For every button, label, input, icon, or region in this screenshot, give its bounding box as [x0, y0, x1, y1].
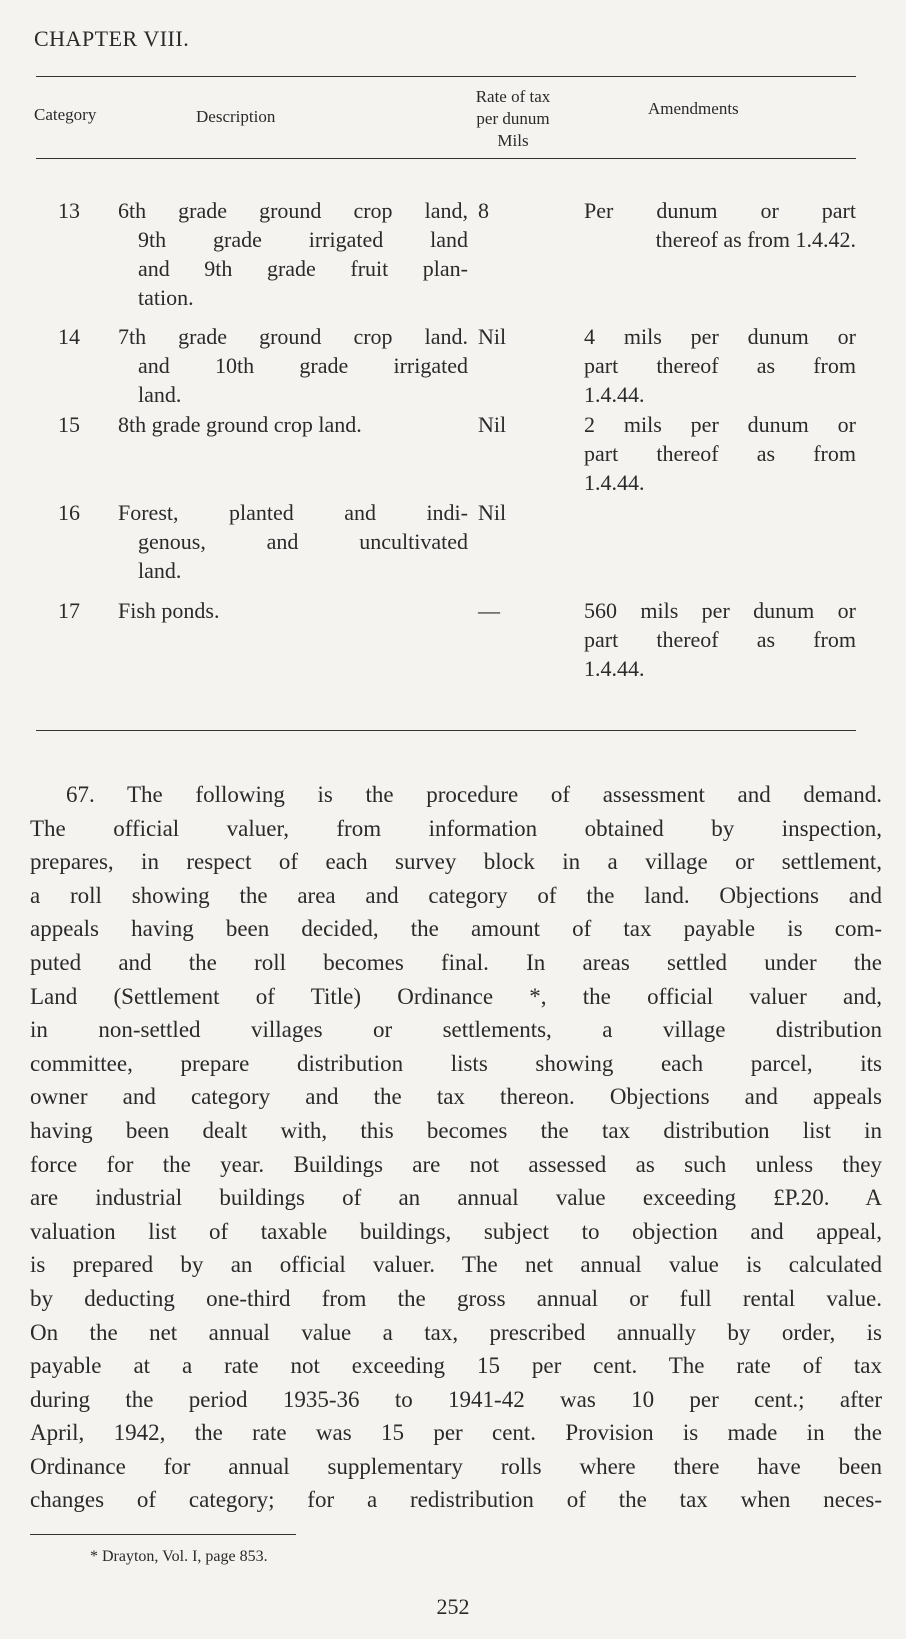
row-rate: Nil [478, 500, 507, 525]
paragraph-line: during the period 1935-36 to 1941-42 was 10 per cent.; after [30, 1386, 882, 1412]
amendment-line: part thereof as from [584, 353, 856, 378]
amendment-line: 1.4.44. [584, 470, 645, 495]
header-description: Description [196, 107, 276, 126]
row-description [118, 596, 468, 625]
description-line: and 9th grade fruit plan- [138, 256, 468, 281]
paragraph-line: a roll showing the area and category of the land. Objections and [30, 882, 882, 908]
description-line: land. [138, 558, 182, 583]
row-description [118, 410, 468, 439]
row-category: 13 [58, 198, 80, 223]
row-amendments [584, 410, 856, 497]
row-description [118, 196, 468, 312]
paragraph-line: valuation list of taxable buildings, subject to objection and appeal, [30, 1218, 882, 1244]
amendment-line: 560 mils per dunum or [584, 598, 856, 623]
paragraph-line: changes of category; for a redistribution of the tax when neces- [30, 1487, 882, 1513]
description-line: tation. [138, 285, 194, 310]
amendment-line: 4 mils per dunum or [584, 324, 856, 349]
table-header-rule [36, 158, 856, 159]
amendment-line: thereof as from 1.4.42. [655, 227, 856, 252]
row-description [118, 498, 468, 585]
paragraph-line: in non-settled villages or settlements, a village distribution [30, 1017, 882, 1043]
description-line: genous, and uncultivated [138, 529, 468, 554]
footnote-rule [30, 1534, 296, 1535]
header-rate [448, 86, 578, 152]
description-line: land. [138, 382, 182, 407]
row-rate: — [478, 598, 500, 623]
paragraph-line: Ordinance for annual supplementary rolls where there have been [30, 1453, 882, 1479]
row-description [118, 322, 468, 409]
description-line: Forest, planted and indi- [118, 500, 468, 525]
header-rate-line: Mils [497, 131, 529, 150]
description-line: 8th grade ground crop land. [118, 412, 362, 437]
paragraph-line: by deducting one-third from the gross annual or full rental value. [30, 1285, 882, 1311]
amendment-line: 2 mils per dunum or [584, 412, 856, 437]
row-rate: 8 [478, 198, 489, 223]
description-line: Fish ponds. [118, 598, 220, 623]
paragraph-line: is prepared by an official valuer. The net annual value is calculated [30, 1252, 882, 1278]
paragraph-line: On the net annual value a tax, prescribed annually by order, is [30, 1319, 882, 1345]
description-line: and 10th grade irrigated [138, 353, 468, 378]
amendment-line: part thereof as from [584, 441, 856, 466]
table-top-rule [36, 76, 856, 77]
description-line: 9th grade irrigated land [138, 227, 468, 252]
paragraph-line: prepares, in respect of each survey block in a village or settlement, [30, 849, 882, 875]
row-amendments [584, 196, 856, 254]
header-rate-line: per dunum [476, 109, 550, 128]
row-amendments [584, 322, 856, 409]
table-bottom-rule [36, 730, 856, 731]
header-category: Category [34, 105, 97, 124]
paragraph-line: The official valuer, from information obtained by inspection, [30, 815, 882, 841]
paragraph-line: appeals having been decided, the amount of tax payable is com- [30, 916, 882, 942]
row-category: 17 [58, 598, 80, 623]
description-line: 6th grade ground crop land, [118, 198, 468, 223]
paragraph-line: are industrial buildings of an annual value exceeding £P.20. A [30, 1185, 882, 1211]
paragraph-line: 67. The following is the procedure of assessment and demand. [66, 782, 882, 807]
row-rate: Nil [478, 412, 507, 437]
paragraph-67 [30, 778, 882, 1517]
row-category: 14 [58, 324, 80, 349]
amendment-line: Per dunum or part [584, 198, 856, 223]
description-line: 7th grade ground crop land. [118, 324, 468, 349]
paragraph-line: force for the year. Buildings are not assessed as such unless they [30, 1151, 882, 1177]
paragraph-line: puted and the roll becomes final. In areas settled under the [30, 949, 882, 975]
amendment-line: 1.4.44. [584, 382, 645, 407]
header-amendments: Amendments [648, 99, 739, 118]
amendment-line: part thereof as from [584, 627, 856, 652]
paragraph-line: committee, prepare distribution lists showing each parcel, its [30, 1050, 882, 1076]
paragraph-line: having been dealt with, this becomes the tax distribution list in [30, 1117, 882, 1143]
amendment-line: 1.4.44. [584, 656, 645, 681]
paragraph-line: Land (Settlement of Title) Ordinance *, the official valuer and, [30, 983, 882, 1009]
footnote: * Drayton, Vol. I, page 853. [90, 1548, 268, 1565]
page-number: 252 [436, 1594, 470, 1619]
paragraph-line: owner and category and the tax thereon. Objections and appeals [30, 1084, 882, 1110]
row-category: 16 [58, 500, 80, 525]
row-amendments [584, 596, 856, 683]
paragraph-line: payable at a rate not exceeding 15 per cent. The rate of tax [30, 1353, 882, 1379]
row-category: 15 [58, 412, 80, 437]
row-rate: Nil [478, 324, 507, 349]
header-rate-line: Rate of tax [475, 87, 551, 106]
chapter-heading: CHAPTER VIII. [34, 26, 190, 51]
paragraph-line: April, 1942, the rate was 15 per cent. Provision is made in the [30, 1420, 882, 1446]
